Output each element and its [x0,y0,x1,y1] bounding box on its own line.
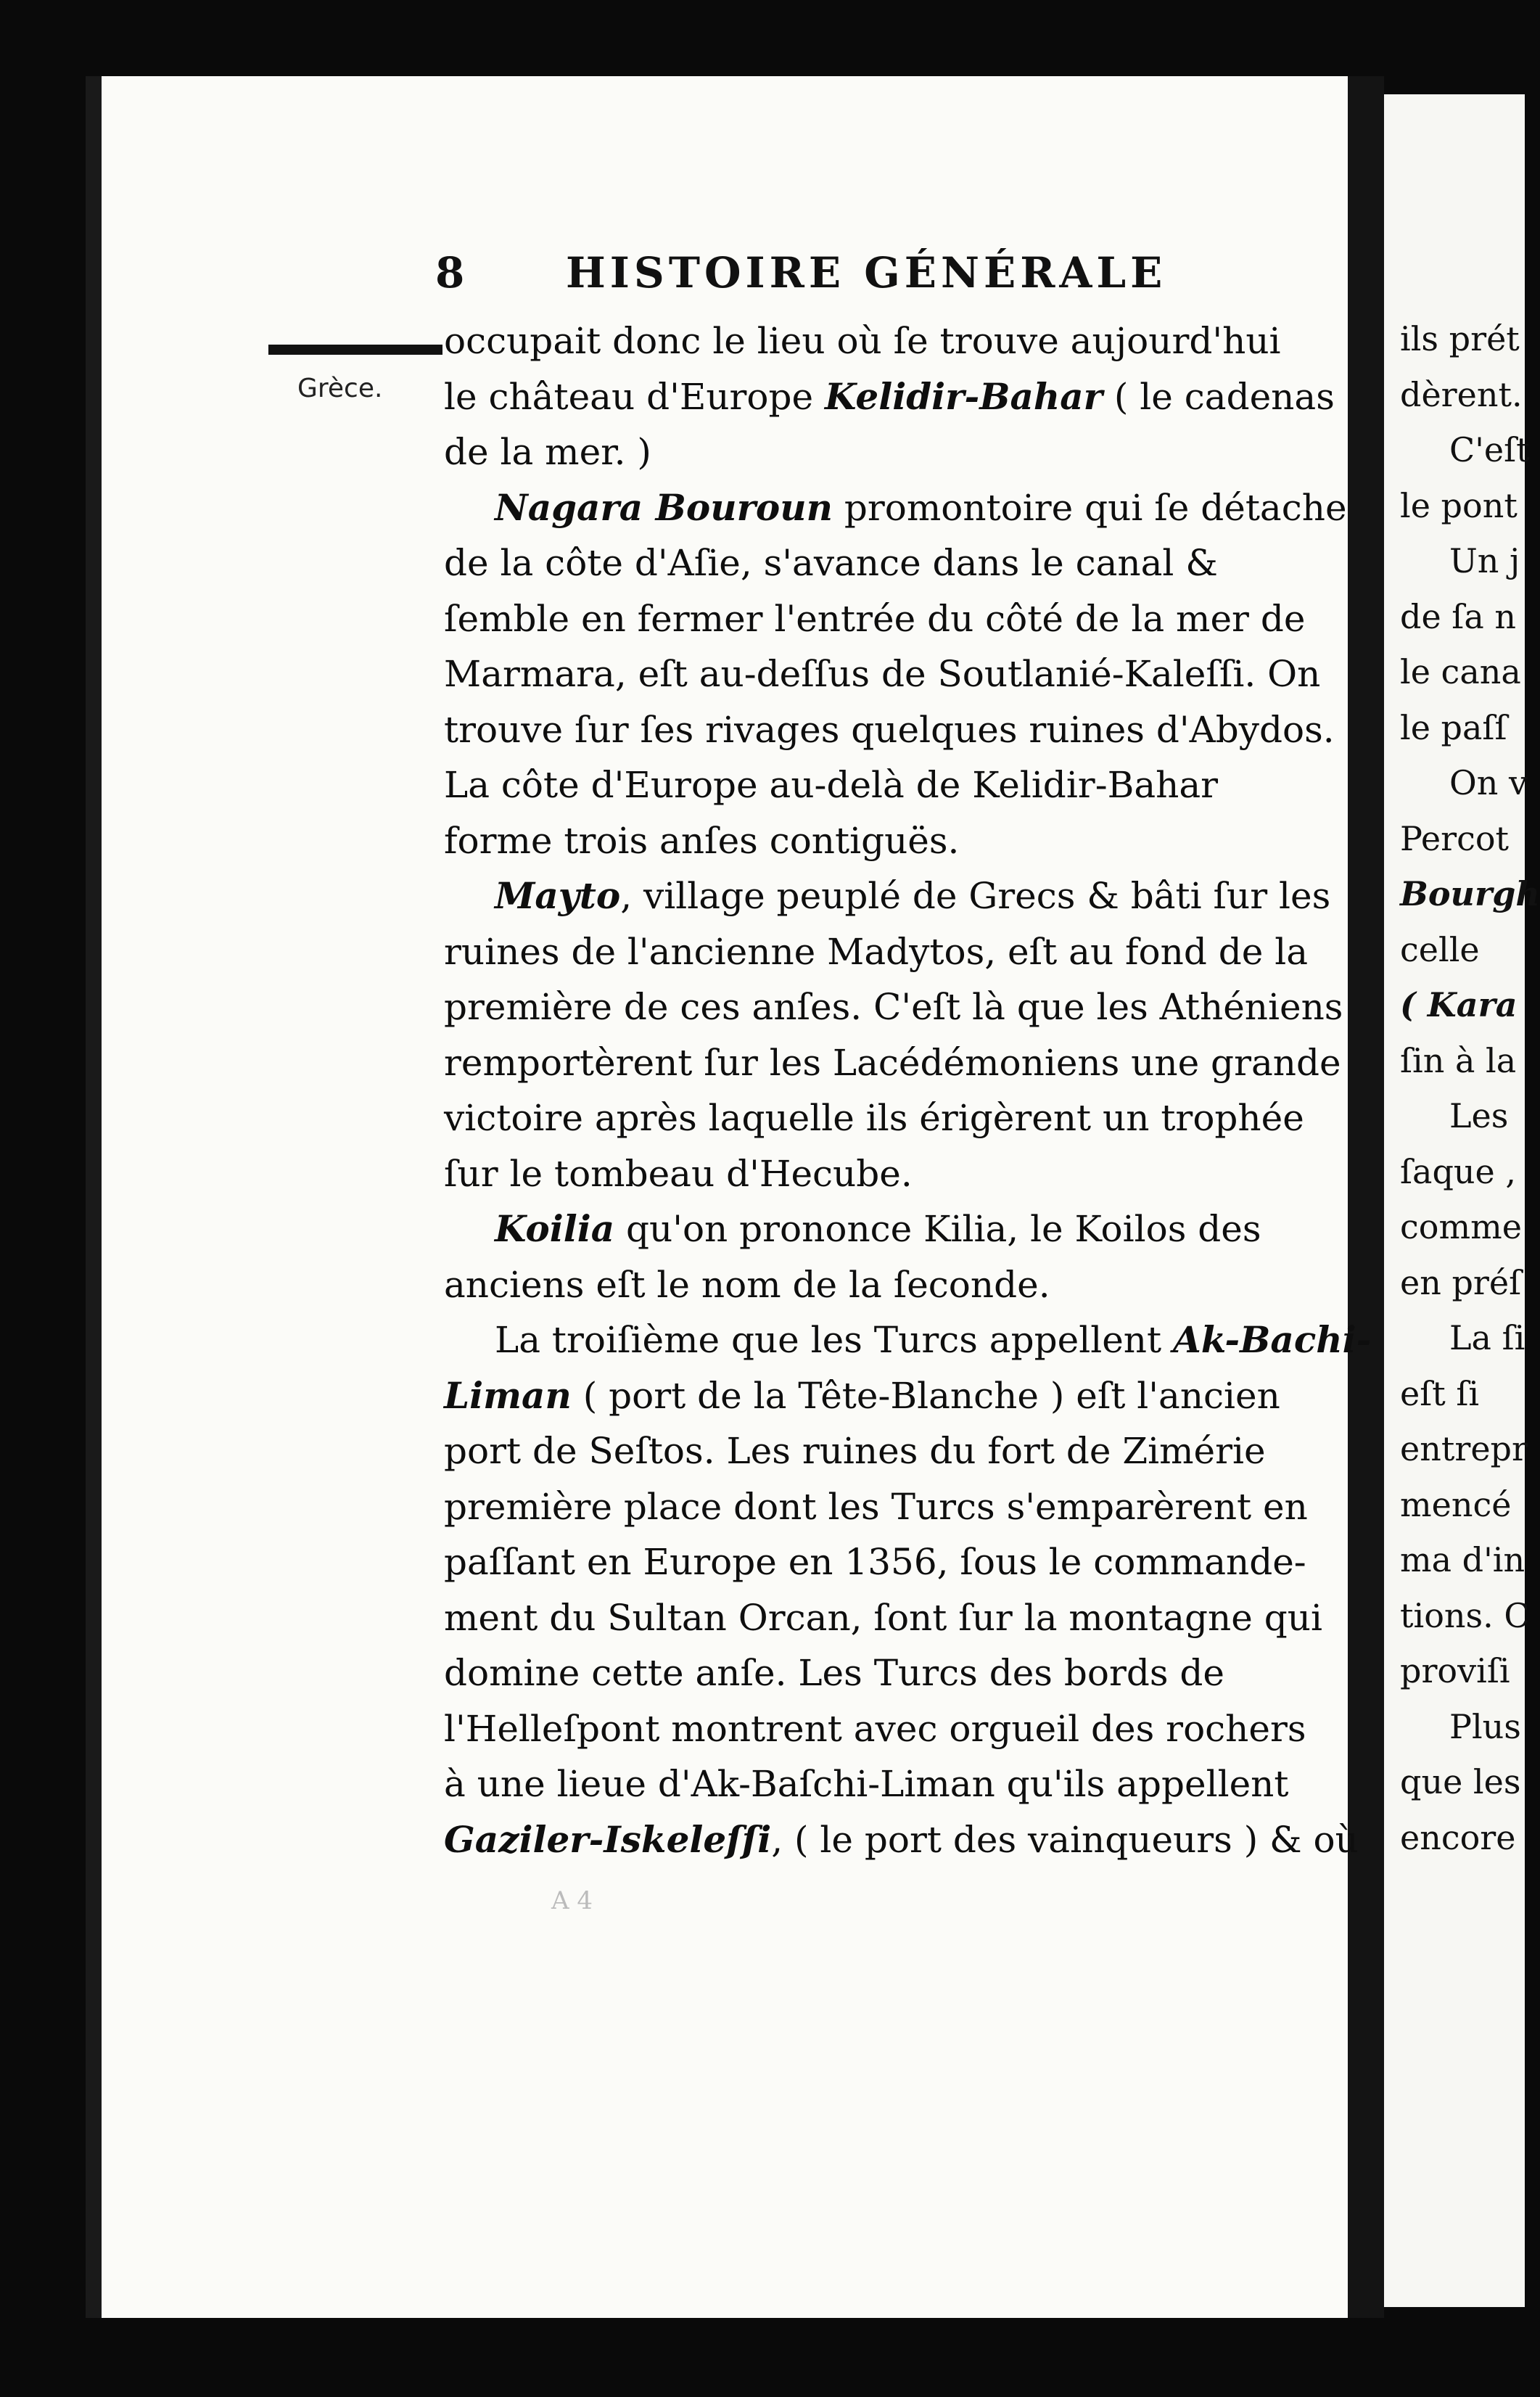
text-line [444,1818,1359,1862]
text-line [444,1540,1306,1584]
facing-page-line: ſin à la [1400,1040,1517,1080]
text-segment: de la mer. ) [444,431,651,473]
facing-page-line: C'eſt [1449,430,1530,469]
facing-page-line: ( Kara [1400,985,1518,1024]
text-line [444,319,1281,363]
signature-mark: A 4 [551,1886,593,1915]
text-segment: à une lieue d'Ak-Baſchi-Liman qu'ils appellent [444,1763,1289,1805]
facing-page-line: Plus [1449,1706,1521,1746]
text-line [444,1485,1308,1529]
facing-page [1384,94,1540,2307]
text-segment: promontoire qui ſe détache [832,486,1347,529]
text-line [495,874,1330,918]
text-segment: ſemble en fermer l'entrée du côté de la mer de [444,597,1306,640]
text-segment: Gaziler-Iskeleſſi [444,1817,772,1861]
facing-page-line: le paſſ [1400,707,1507,747]
facing-page-line: Bourgh [1400,874,1540,913]
text-line [444,1152,913,1196]
facing-page-line: ma d'in [1400,1540,1525,1579]
text-line [444,1762,1288,1806]
text-segment: Nagara Bouroun [495,485,833,529]
text-segment: domine cette anſe. Les Turcs des bords de [444,1652,1225,1694]
text-segment: qu'on prononce Kilia, le Koilos des [614,1208,1261,1250]
text-segment: première place dont les Turcs s'emparèrent en [444,1485,1308,1528]
text-line [444,1096,1304,1140]
facing-page-line: tions. C [1400,1595,1530,1635]
text-segment: le château d'Europe [444,375,825,418]
text-line [495,486,1347,530]
text-segment: occupait donc le lieu où ſe trouve aujourd'hui [444,320,1281,362]
text-line [444,930,1308,974]
text-line [495,1207,1261,1251]
text-segment: ſur le tombeau d'Hecube. [444,1152,913,1195]
facing-page-line: Un j [1449,541,1520,580]
text-segment: port de Seſtos. Les ruines du fort de Zimérie [444,1430,1266,1472]
running-head [435,248,1306,306]
facing-page-line: le cana [1400,652,1521,691]
text-segment: , village peuplé de Grecs & bâti ſur les [620,875,1331,917]
text-line [444,1651,1224,1695]
facing-page-line: Percot [1400,818,1510,858]
text-line [444,375,1335,419]
text-line [444,1041,1341,1085]
page-title: HISTOIRE GÉNÉRALE [566,248,1167,297]
text-segment: La côte d'Europe au-delà de Kelidir-Bahar [444,764,1219,806]
text-segment: , ( le port des vainqueurs ) & où [771,1818,1359,1861]
text-segment: ( port de la Tête-Blanche ) eſt l'ancien [571,1374,1280,1417]
text-segment: paſſant en Europe en 1356, ſous le commande- [444,1541,1306,1583]
facing-page-line: encore [1400,1817,1516,1857]
facing-page-line: On v [1449,763,1528,802]
text-line [444,1429,1266,1473]
text-segment: anciens eſt le nom de la ſeconde. [444,1263,1050,1306]
facing-page-line: celle [1400,929,1480,969]
text-segment: Koilia [495,1207,615,1250]
text-line [444,708,1335,752]
text-segment: trouve ſur ſes rivages quelques ruines d'Abydos. [444,708,1335,751]
margin-rule [268,345,442,355]
facing-page-line: le pont [1400,485,1518,525]
text-segment: l'Helleſpont montrent avec orgueil des rochers [444,1707,1306,1750]
text-segment: victoire après laquelle ils érigèrent un trophée [444,1097,1304,1139]
facing-page-line: en préſ [1400,1262,1522,1302]
text-line [444,430,651,474]
text-segment: remportèrent ſur les Lacédémoniens une grande [444,1041,1341,1084]
facing-page-line: entrepr [1400,1429,1528,1468]
facing-page-line: proviſi [1400,1651,1510,1690]
text-segment: première de ces anſes. C'eſt là que les Athéniens [444,986,1343,1028]
facing-page-line: que les [1400,1762,1521,1801]
page-gutter [1348,76,1384,2318]
facing-page-line: ils prét [1400,319,1520,358]
facing-page-line: dèrent. [1400,374,1523,414]
text-segment: Mayto [495,874,621,917]
text-segment: La troiſième que les Turcs appellent [495,1319,1173,1361]
text-line [444,1263,1050,1307]
facing-page-line: comme [1400,1207,1522,1246]
facing-page-line: mencé [1400,1484,1512,1524]
text-line [444,597,1305,641]
facing-page-line: eſt ſi [1400,1373,1480,1413]
facing-page-line: Les [1449,1096,1509,1135]
text-segment: Ak-Bachi- [1173,1318,1372,1361]
page-number: 8 [435,248,469,297]
text-segment: Marmara, eſt au-deſſus de Soutlanié-Kaleſſi. On [444,653,1321,695]
text-segment: Kelidir-Bahar [825,374,1103,418]
facing-page-line: ſaque , [1400,1151,1516,1191]
facing-page-line: de ſa n [1400,596,1516,636]
text-segment: forme trois anſes contiguës. [444,819,960,862]
facing-page-line: La ſi [1449,1318,1525,1357]
text-line [444,763,1218,807]
text-segment: de la côte d'Aſie, s'avance dans le canal & [444,542,1218,584]
text-segment: ment du Sultan Orcan, ſont ſur la montagne qui [444,1596,1322,1639]
margin-note: Grèce. [297,374,383,403]
text-line [444,819,959,863]
text-segment: Liman [444,1373,572,1417]
text-line [444,985,1343,1029]
text-line [444,652,1320,696]
text-segment: ( le cadenas [1103,375,1335,418]
text-segment: ruines de l'ancienne Madytos, eſt au fond de la [444,930,1309,973]
text-line [444,1374,1280,1418]
text-line [444,541,1218,585]
text-line [495,1318,1371,1362]
text-line [444,1596,1322,1640]
text-line [444,1707,1306,1751]
